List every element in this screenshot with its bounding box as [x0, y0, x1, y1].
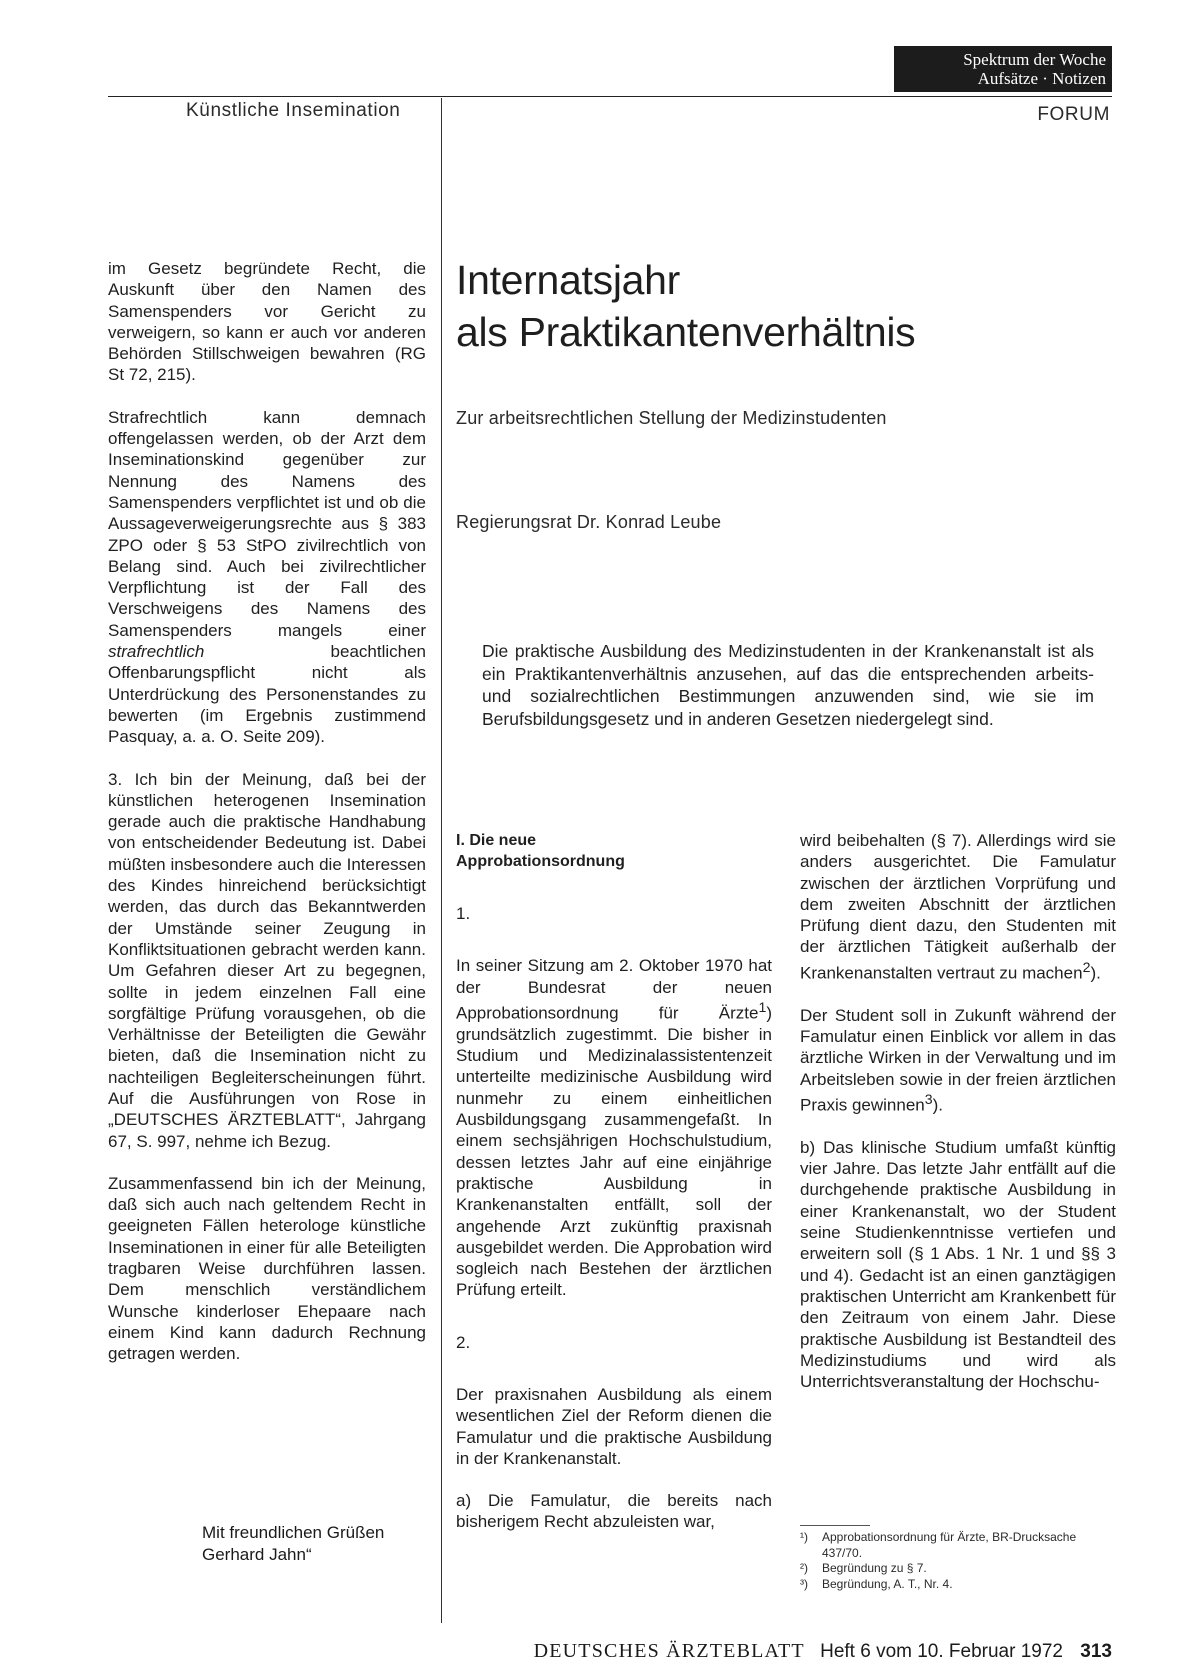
- paragraph: In seiner Sitzung am 2. Oktober 1970 hat der Bundesrat der neuen Approbationsordnung für Ärzte$^1$) grundsätzlich zugestimmt. Die bisher in Studium und Medizinalassistentenzeit unterteilte medizinische Ausbildung wird nunmehr zu einem einheitlichen Ausbildungsgang zusammengefaßt. In einem sechsjährigen Hochschulstudium, dessen letztes Jahr auf eine einjährige praktische Ausbildung in Krankenanstalten entfällt, soll der angehende Arzt zukünftig praxisnah ausgebildet werden. Die Approbation wird sogleich nach Bestehen der ärztlichen Prüfung erteilt.: [456, 956, 772, 1300]
- journal-name: DEUTSCHES ÄRZTEBLATT: [533, 1640, 805, 1662]
- paragraph: im Gesetz begründete Recht, die Auskunft über den Namen des Samenspenders vor Gericht zu verweigern, so kann er auch vor anderen Behörden Stillschweigen bewahren (RG St 72, 215).: [108, 259, 426, 385]
- footnote-ref: 3: [924, 1091, 933, 1108]
- article-title-line1: Internatsjahr: [456, 257, 681, 303]
- article-subtitle: Zur arbeitsrechtlichen Stellung der Medizinstudenten: [456, 408, 887, 428]
- right-column: [800, 830, 1116, 1413]
- article-title: [456, 254, 1016, 358]
- section-badge: [894, 46, 1112, 92]
- paragraph: 3. Ich bin der Meinung, daß bei der künstlichen heterogenen Insemination gerade auch die praktische Handhabung von entscheidender Bedeutung ist. Dabei müßten insbesondere auch die Interessen des Kindes hinreichend berücksichtigt werden, das durch das Bekanntwerden der Umstände seiner Zeugung in Konfliktsituationen gebracht werden kann. Um Gefahren dieser Art zu begegnen, sollte in jedem einzelnen Fall eine sorgfältige Prüfung vorausgehen, ob die Verhältnisse der Beteiligten die Gewähr bieten, daß die Insemination nicht zu nachteiligen Begleiterscheinungen führt. Auf die Ausführungen von Rose in „DEUTSCHES ÄRZTEBLATT“, Jahrgang 67, S. 997, nehme ich Bezug.: [108, 769, 426, 1151]
- page-footer: [534, 1640, 1112, 1663]
- article-title-line2: als Praktikantenverhältnis: [456, 309, 916, 355]
- closing-signature: Gerhard Jahn“: [202, 1545, 312, 1564]
- page-number: 313: [1080, 1641, 1112, 1662]
- paragraph: Zusammenfassend bin ich der Meinung, daß sich auch nach geltendem Recht in geeigneten Fällen heterologe künstliche Inseminationen in einer für alle Beteiligten tragbaren Weise durchführen lassen. Dem menschlich verständlichem Wunsche kinderloser Ehepaare nach einem Kind kann dadurch Rechnung getragen werden.: [108, 1173, 426, 1364]
- letter-closing: [202, 1522, 384, 1566]
- section-badge-line2: Aufsätze · Notizen: [977, 69, 1106, 88]
- article-abstract: Die praktische Ausbildung des Medizinstudenten in der Krankenanstalt ist als ein Praktikantenverhältnis anzusehen, auf das die entsprechenden arbeits- und sozialrechtlichen Bestimmungen anzuwenden sind, wie sie im Berufsbildungsgesetz und in anderen Gesetzen niedergelegt sind.: [482, 641, 1094, 729]
- footnotes: [800, 1530, 1116, 1592]
- closing-greeting: Mit freundlichen Grüßen: [202, 1523, 385, 1542]
- paragraph: Der praxisnahen Ausbildung als einem wesentlichen Ziel der Reform dienen die Famulatur und die praktische Ausbildung in der Krankenanstalt.: [456, 1385, 772, 1468]
- footnote: ²) Begründung zu § 7.: [800, 1561, 927, 1575]
- footnote-ref: 1: [758, 999, 767, 1016]
- article-author: Regierungsrat Dr. Konrad Leube: [456, 512, 722, 532]
- left-column: [108, 258, 426, 1365]
- section-badge-line1: Spektrum der Woche: [963, 50, 1106, 69]
- footnote-rule: [800, 1525, 870, 1526]
- footnote: ³) Begründung, A. T., Nr. 4.: [800, 1576, 953, 1591]
- paragraph: wird beibehalten (§ 7). Allerdings wird sie anders ausgerichtet. Die Famulatur zwischen der ärztlichen Vorprüfung und dem zweiten Abschnitt der ärztlichen Prüfung dient dazu, den Studenten mit der ärztlichen Tätigkeit außerhalb der Krankenanstalten vertraut zu machen$^2$).: [800, 831, 1116, 983]
- section-heading: I. Die neue Approbationsordnung: [456, 832, 625, 870]
- footnote-ref: 2: [1082, 959, 1091, 976]
- header-rule: [108, 96, 1112, 97]
- footnote: ¹) Approbationsordnung für Ärzte, BR-Drucksache 437/70.: [800, 1530, 1077, 1560]
- paragraph: b) Das klinische Studium umfaßt künftig vier Jahre. Das letzte Jahr entfällt auf die durchgehende praktische Ausbildung in einer Krankenanstalt, wo der Student seine Studienkenntnisse vertiefen und erweitern soll (§ 1 Abs. 1 Nr. 1 und §§ 3 und 4). Gedacht ist an einen ganztägigen praktischen Unterricht am Krankenbett für den Zeitraum von einem Jahr. Diese praktische Ausbildung ist Bestandteil des Medizinstudiums und wird als Unterrichtsveranstaltung der Hochschu-: [800, 1137, 1116, 1392]
- subsection-number: 2.: [456, 1332, 471, 1352]
- paragraph: Strafrechtlich kann demnach offengelassen werden, ob der Arzt dem Inseminationskind gegenüber zur Nennung des Namens des Samenspenders verpflichtet ist und ob die Aussageverweigerungsrechte aus § 383 ZPO oder § 53 StPO zivilrechtlich von Belang sind. Auch bei zivilrechtlicher Verpflichtung ist der Fall des Verschweigens des Namens des Samenspenders mangels einer strafrechtlich beachtlichen Offenbarungspflicht nicht als Unterdrückung des Personenstandes zu bewerten (im Ergebnis zustimmend Pasquay, a. a. O. Seite 209).: [108, 407, 426, 747]
- running-head-left: Künstliche Insemination: [186, 100, 401, 121]
- column-divider: [441, 98, 442, 1623]
- issue-info: Heft 6 vom 10. Februar 1972: [820, 1641, 1064, 1662]
- paragraph: Der Student soll in Zukunft während der Famulatur einen Einblick vor allem in das ärztliche Wirken in der Verwaltung und im Arbeitsleben sowie in der freien ärztlichen Praxis gewinnen$^3$).: [800, 1005, 1116, 1115]
- paragraph: a) Die Famulatur, die bereits nach bisherigem Recht abzuleisten war,: [456, 1491, 772, 1532]
- emphasis: strafrechtlich: [108, 642, 205, 662]
- subsection-number: 1.: [456, 904, 471, 923]
- running-head-right: FORUM: [1037, 104, 1110, 125]
- middle-column: [456, 830, 772, 1554]
